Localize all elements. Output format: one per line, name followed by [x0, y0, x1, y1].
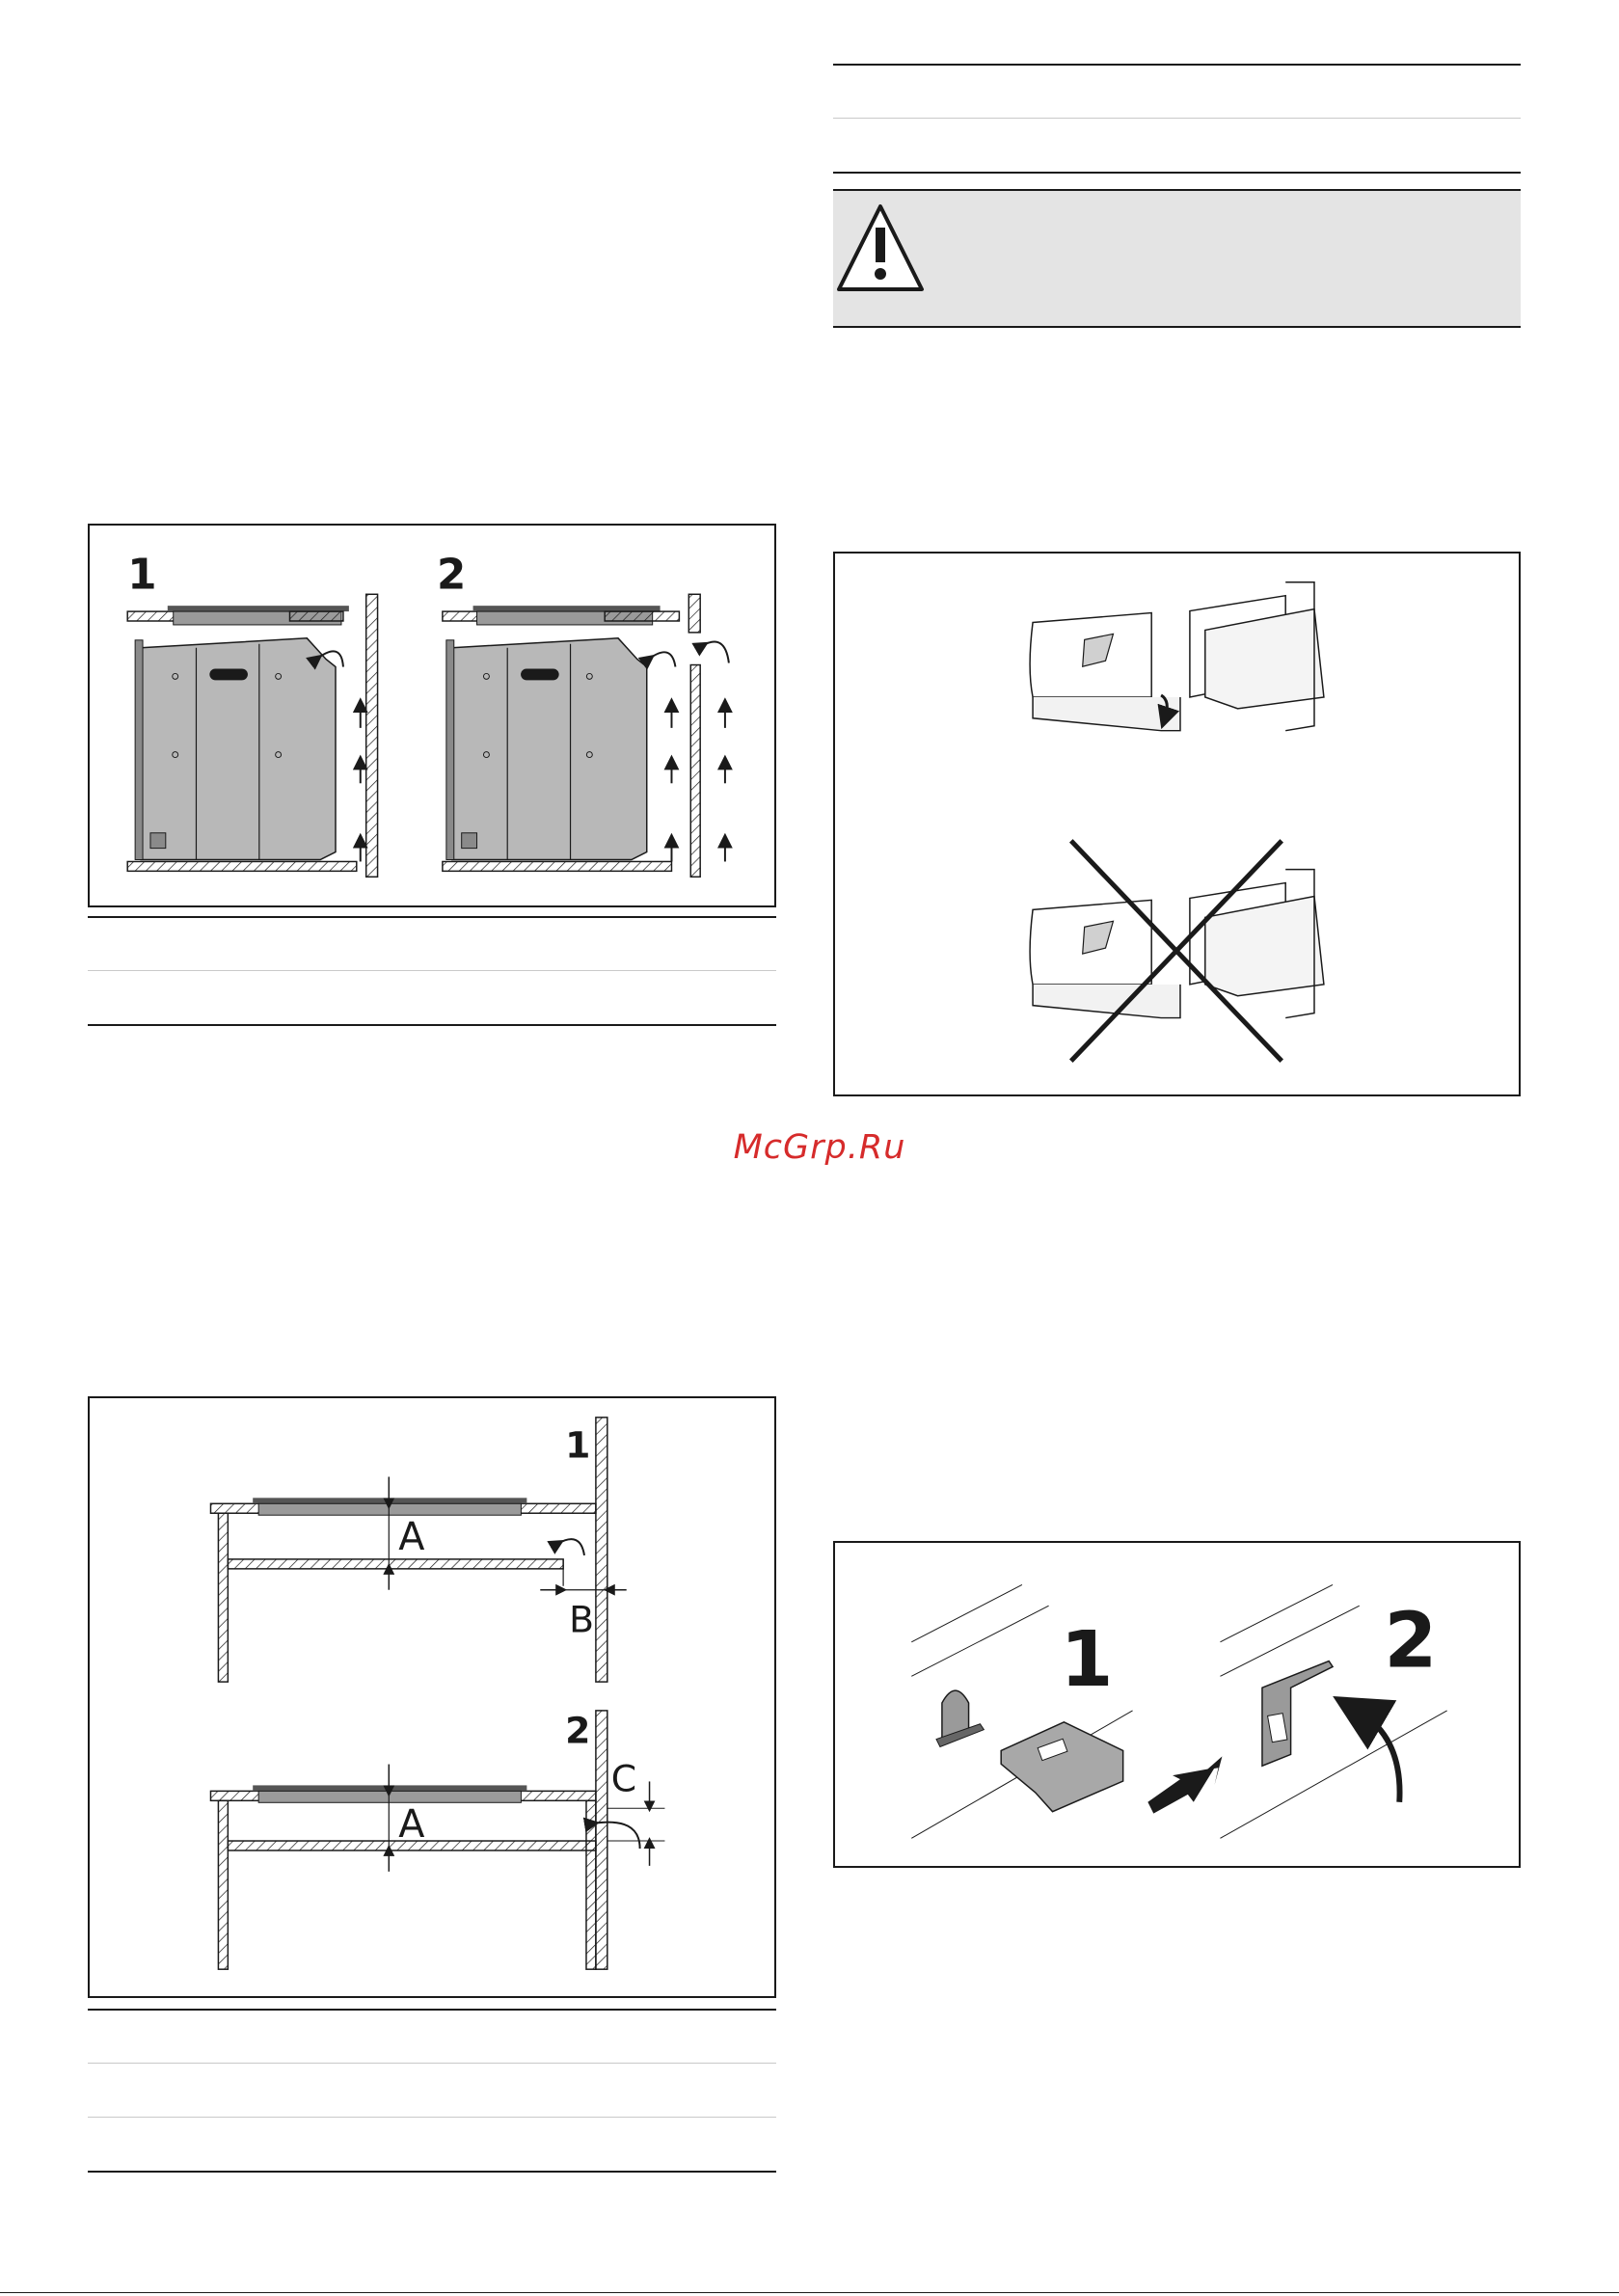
table-rule-bottom [833, 172, 1521, 174]
clearance-label-1: 1 [565, 1423, 591, 1467]
clearance-diagram [90, 1398, 774, 1996]
seal-diagram [835, 554, 1519, 1094]
legend2-rule-3 [88, 2117, 776, 2118]
clip-diagram [835, 1543, 1519, 1866]
clearance-label-2: 2 [565, 1709, 591, 1752]
ventilation-figure [88, 524, 776, 907]
ventilation-diagram [90, 526, 774, 905]
legend2-rule-top [88, 2009, 776, 2011]
legend-rule-bottom [88, 1024, 776, 1026]
watermark: McGrp.Ru [733, 1128, 906, 1167]
ventilation-label-2: 2 [436, 551, 467, 600]
clearance-label-A2: A [398, 1802, 425, 1848]
table-rule-top [833, 64, 1521, 66]
clearance-label-B: B [569, 1598, 594, 1641]
clip-figure [833, 1541, 1521, 1868]
clearance-label-C: C [610, 1757, 637, 1800]
legend-rule-mid [88, 970, 776, 971]
legend-rule-top [88, 916, 776, 918]
clearance-figure [88, 1396, 776, 1998]
warning-triangle-icon [833, 191, 1521, 326]
legend2-rule-2 [88, 2063, 776, 2064]
clip-label-1: 1 [1060, 1615, 1114, 1705]
legend2-rule-bottom [88, 2171, 776, 2173]
table-rule-mid [833, 118, 1521, 119]
clip-label-2: 2 [1384, 1596, 1438, 1686]
warning-box [833, 189, 1521, 328]
seal-figure [833, 552, 1521, 1096]
footer-rule [0, 2292, 1619, 2293]
clearance-label-A1: A [398, 1514, 425, 1559]
ventilation-label-1: 1 [127, 551, 157, 600]
